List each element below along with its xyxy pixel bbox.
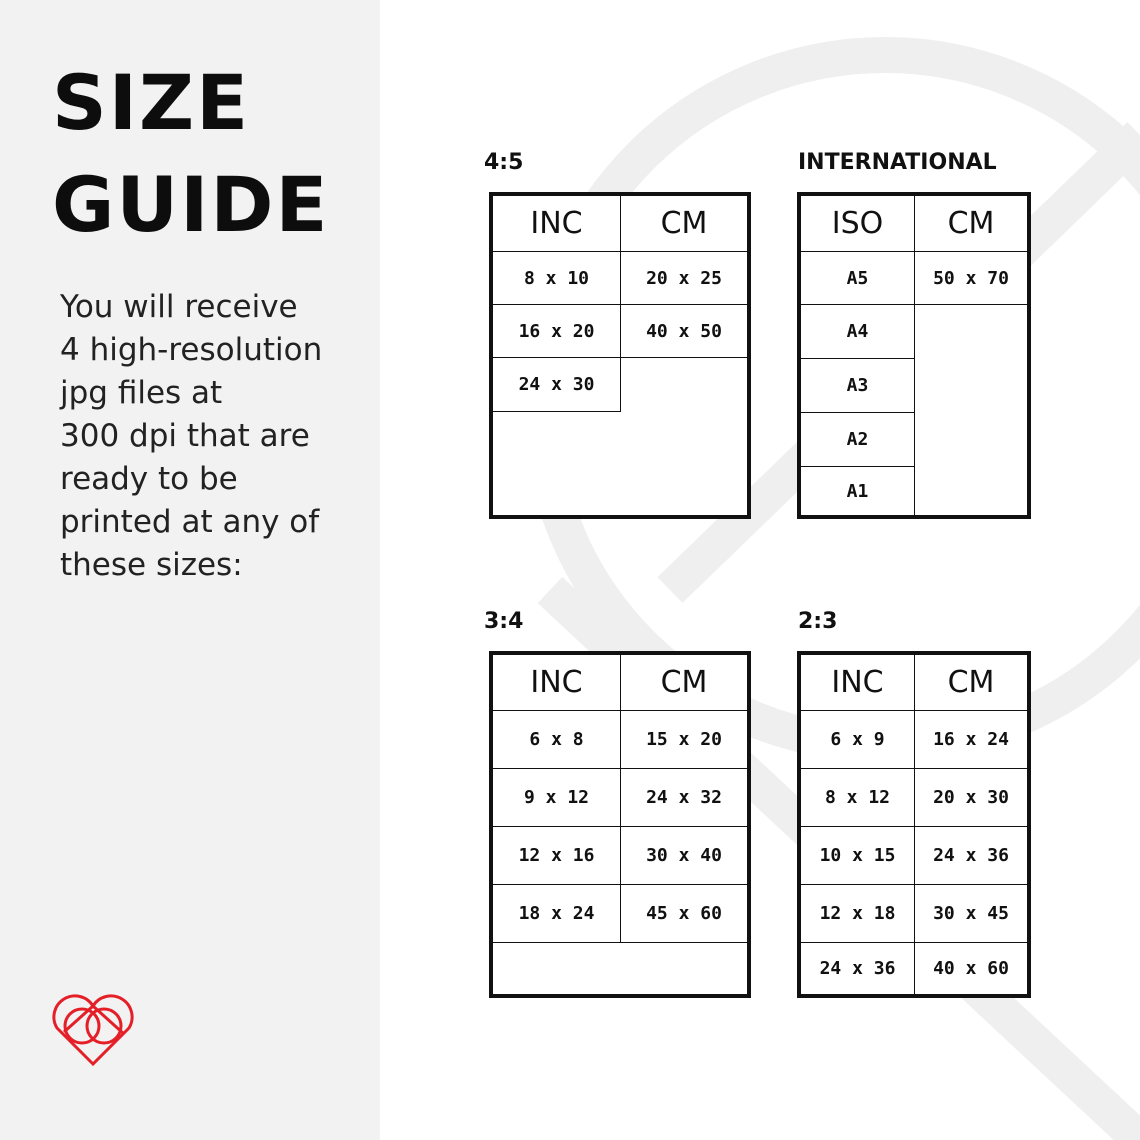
table-cell-iso: A1 [801,467,915,515]
table-cell-cm: 40 x 60 [933,958,1009,979]
header-inc: INC [801,655,915,711]
table-cell-inc: 8 x 12 [801,769,915,827]
table-cell-inc: 6 x 8 [493,711,621,769]
header-iso: ISO [801,196,915,252]
size-table-international [797,192,1031,519]
page-title [52,52,329,256]
table-cell-iso: A2 [801,413,915,467]
table-label-4-5: 4:5 [484,150,524,175]
description-line: printed at any of [60,504,320,540]
table-cell-inc: 12 x 18 [801,885,915,943]
description-line: 4 high-resolution [60,332,323,368]
table-cell-inc: 6 x 9 [801,711,915,769]
table-cell-inc: 12 x 16 [493,827,621,885]
table-cell-iso: A3 [801,359,915,413]
table-cell-cm: 50 x 70 [915,252,1027,305]
table-cell-cm: 16 x 24 [915,711,1027,769]
table-cell-iso: A5 [801,252,915,305]
table-cell-cm: 20 x 25 [621,252,747,305]
size-table-2-3 [797,651,1031,998]
table-cell-cm: 30 x 45 [915,885,1027,943]
description-text [60,286,360,587]
table-cell-inc: 8 x 10 [493,252,621,305]
table-cell-inc: 18 x 24 [493,885,621,943]
table-cell-inc: 9 x 12 [493,769,621,827]
header-cm: CM [621,196,747,252]
table-cell-inc: 24 x 36 [801,943,915,994]
size-table-4-5 [489,192,751,519]
title-line-1: SIZE [52,58,251,147]
header-cm: CM [915,196,1027,252]
table-cell-cm: 40 x 50 [621,305,747,358]
size-table-3-4 [489,651,751,998]
description-line: 300 dpi that are [60,418,310,454]
header-inc: INC [493,655,621,711]
table-cell-cm: 20 x 30 [915,769,1027,827]
header-inc: INC [493,196,621,252]
table-cell-cm: 45 x 60 [621,885,747,943]
header-cm: CM [621,655,747,711]
table-cell-inc: 24 x 30 [493,358,621,412]
header-cm: CM [915,655,1027,711]
description-line: jpg files at [60,375,223,411]
table-cell-inc: 10 x 15 [801,827,915,885]
table-label-international: INTERNATIONAL [798,150,997,175]
table-cell-cm: 15 x 20 [621,711,747,769]
description-line: You will receive [60,289,298,325]
table-cell-cm: 24 x 32 [621,769,747,827]
description-line: ready to be [60,461,238,497]
heart-circles-logo-icon [50,988,136,1068]
table-label-3-4: 3:4 [484,609,524,634]
title-line-2: GUIDE [52,160,330,249]
description-line: these sizes: [60,547,243,583]
table-cell-cm: 30 x 40 [621,827,747,885]
table-cell-iso: A4 [801,305,915,359]
table-cell-inc: 16 x 20 [493,305,621,358]
table-label-2-3: 2:3 [798,609,838,634]
table-cell-cm: 24 x 36 [915,827,1027,885]
